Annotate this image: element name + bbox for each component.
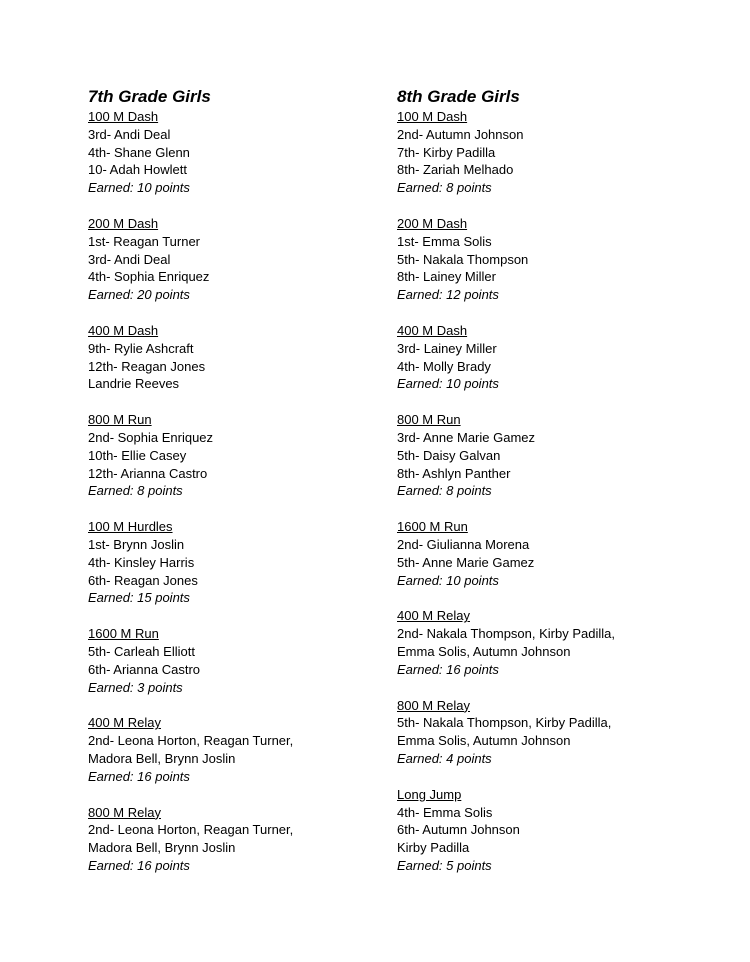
event-name: 200 M Dash	[397, 215, 468, 231]
points-earned: Earned: 8 points	[397, 180, 492, 196]
placement-line: Madora Bell, Brynn Joslin	[88, 750, 236, 766]
event-block	[397, 607, 697, 678]
placement-line: 4th- Emma Solis	[397, 804, 493, 820]
event-list	[397, 108, 697, 875]
placement-line: 4th- Sophia Enriquez	[88, 269, 210, 285]
event-block	[88, 804, 388, 875]
event-name: 800 M Relay	[397, 697, 470, 713]
event-block	[88, 215, 388, 304]
placement-line: 2nd- Leona Horton, Reagan Turner,	[88, 822, 294, 838]
placement-line: 2nd- Giulianna Morena	[397, 536, 530, 552]
event-name: 100 M Dash	[397, 109, 468, 124]
event-block	[88, 411, 388, 500]
placement-line: 3rd- Andi Deal	[88, 126, 171, 142]
event-block	[397, 411, 697, 500]
placement-line: 2nd- Sophia Enriquez	[88, 429, 214, 445]
placement-line: 5th- Nakala Thompson, Kirby Padilla,	[397, 715, 612, 731]
placement-line: 10th- Ellie Casey	[88, 447, 187, 463]
event-list	[88, 108, 388, 875]
placement-line: 6th- Reagan Jones	[88, 572, 198, 588]
placement-line: 1st- Emma Solis	[397, 233, 492, 249]
points-earned: Earned: 12 points	[397, 287, 499, 303]
column-title: 7th Grade Girls	[88, 87, 211, 106]
placement-line: 1st- Brynn Joslin	[88, 536, 185, 552]
placement-line: 9th- Rylie Ashcraft	[88, 340, 194, 356]
event-name: 400 M Relay	[397, 608, 470, 624]
event-name: 200 M Dash	[88, 215, 159, 231]
event-name: Long Jump	[397, 786, 462, 802]
points-earned: Earned: 20 points	[88, 287, 190, 303]
placement-line: 2nd- Leona Horton, Reagan Turner,	[88, 733, 294, 749]
event-name: 800 M Run	[88, 412, 152, 428]
placement-line: 4th- Kinsley Harris	[88, 554, 195, 570]
points-earned: Earned: 8 points	[88, 483, 183, 499]
event-name: 100 M Dash	[88, 109, 159, 124]
placement-line: 12th- Reagan Jones	[88, 358, 206, 374]
placement-line: Landrie Reeves	[88, 376, 180, 392]
eighth-grade-girls-column	[397, 86, 697, 875]
placement-line: 4th- Molly Brady	[397, 358, 491, 374]
placement-line: 5th- Anne Marie Gamez	[397, 554, 535, 570]
event-name: 100 M Hurdles	[88, 519, 173, 535]
placement-line: Kirby Padilla	[397, 840, 470, 856]
placement-line: Madora Bell, Brynn Joslin	[88, 840, 236, 856]
points-earned: Earned: 8 points	[397, 483, 492, 499]
placement-line: 10- Adah Howlett	[88, 162, 188, 178]
placement-line: 5th- Carleah Elliott	[88, 643, 195, 659]
points-earned: Earned: 10 points	[397, 376, 499, 392]
placement-line: 2nd- Autumn Johnson	[397, 126, 524, 142]
event-name: 800 M Relay	[88, 804, 161, 820]
placement-line: 6th- Autumn Johnson	[397, 822, 520, 838]
event-name: 400 M Relay	[88, 715, 161, 731]
event-block	[397, 108, 697, 197]
seventh-grade-girls-column	[88, 86, 388, 875]
placement-line: 6th- Arianna Castro	[88, 661, 201, 677]
event-block	[88, 625, 388, 696]
event-block	[397, 518, 697, 589]
event-name: 1600 M Run	[88, 626, 159, 642]
placement-line: 5th- Nakala Thompson	[397, 251, 529, 267]
event-block	[88, 714, 388, 785]
event-block	[397, 215, 697, 304]
points-earned: Earned: 15 points	[88, 590, 190, 606]
placement-line: 5th- Daisy Galvan	[397, 447, 501, 463]
placement-line: 8th- Ashlyn Panther	[397, 465, 511, 481]
placement-line: 3rd- Anne Marie Gamez	[397, 429, 536, 445]
column-title: 8th Grade Girls	[397, 87, 520, 106]
points-earned: Earned: 16 points	[397, 661, 499, 677]
event-block	[397, 697, 697, 768]
event-name: 400 M Dash	[397, 322, 468, 338]
event-name: 400 M Dash	[88, 322, 159, 338]
event-block	[397, 322, 697, 393]
placement-line: 3rd- Andi Deal	[88, 251, 171, 267]
points-earned: Earned: 5 points	[397, 857, 492, 873]
placement-line: 7th- Kirby Padilla	[397, 144, 496, 160]
placement-line: Emma Solis, Autumn Johnson	[397, 643, 571, 659]
placement-line: 3rd- Lainey Miller	[397, 340, 497, 356]
points-earned: Earned: 16 points	[88, 768, 190, 784]
points-earned: Earned: 16 points	[88, 857, 190, 873]
placement-line: 8th- Zariah Melhado	[397, 162, 514, 178]
event-block	[397, 786, 697, 875]
points-earned: Earned: 10 points	[88, 180, 190, 196]
placement-line: 4th- Shane Glenn	[88, 144, 190, 160]
placement-line: 2nd- Nakala Thompson, Kirby Padilla,	[397, 626, 615, 642]
event-block	[88, 518, 388, 607]
placement-line: 12th- Arianna Castro	[88, 465, 208, 481]
event-name: 800 M Run	[397, 412, 461, 428]
placement-line: 8th- Lainey Miller	[397, 269, 496, 285]
points-earned: Earned: 4 points	[397, 750, 492, 766]
points-earned: Earned: 10 points	[397, 572, 499, 588]
event-name: 1600 M Run	[397, 519, 468, 535]
placement-line: 1st- Reagan Turner	[88, 233, 201, 249]
placement-line: Emma Solis, Autumn Johnson	[397, 733, 571, 749]
event-block	[88, 322, 388, 393]
event-block	[88, 108, 388, 197]
points-earned: Earned: 3 points	[88, 679, 183, 695]
